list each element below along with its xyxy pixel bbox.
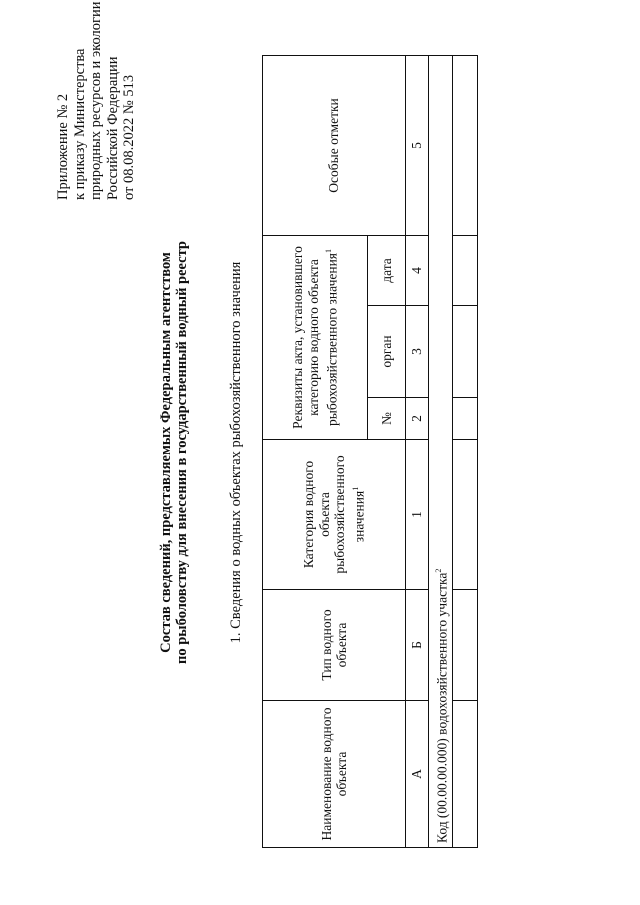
column-number: 5 [406, 55, 429, 235]
header-category-text: Категория водного объекта рыбохозяйственного значения [301, 455, 367, 574]
appendix-line: Российской Федерации [104, 56, 121, 200]
footnote-mark: 1 [324, 248, 333, 253]
appendix-line: Приложение № 2 [55, 93, 71, 200]
table-cell [453, 55, 478, 235]
table-cell [453, 235, 478, 305]
header-act-body: орган [368, 306, 406, 398]
appendix-line: природных ресурсов и экологии [88, 1, 104, 200]
column-number: 1 [406, 440, 429, 590]
appendix-block [55, 0, 138, 200]
numbering-row [406, 55, 429, 847]
header-type: Тип водного объекта [263, 590, 406, 701]
header-act-number: № [368, 398, 406, 440]
code-cell [429, 55, 453, 847]
section-heading: 1. Сведения о водных объектах рыбохозяйственного значения [228, 261, 244, 644]
footnote-mark: 2 [434, 568, 443, 573]
table-cell [453, 306, 478, 398]
appendix-line: от 08.08.2022 № 513 [121, 74, 137, 200]
header-notes: Особые отметки [263, 55, 406, 235]
title-line-1: Состав сведений, представляемых Федеральным агентством [158, 252, 174, 653]
header-row [263, 55, 368, 847]
header-name: Наименование водного объекта [263, 701, 406, 848]
code-row [429, 55, 453, 847]
table-cell [453, 398, 478, 440]
column-number: Б [406, 590, 429, 701]
header-category [263, 440, 406, 590]
column-number: 2 [406, 398, 429, 440]
header-act-text: Реквизиты акта, установившего категорию водного объекта рыбохозяйственного значения [290, 246, 340, 429]
document-title [158, 0, 190, 905]
water-objects-table [262, 55, 478, 848]
column-number: 4 [406, 235, 429, 305]
header-act [263, 235, 368, 439]
table-cell [453, 590, 478, 701]
title-line-2: по рыболовству для внесения в государственный водный реестр [174, 241, 190, 664]
footnote-mark: 1 [350, 486, 360, 491]
column-number: 3 [406, 306, 429, 398]
appendix-line: к приказу Министерства [71, 48, 88, 200]
table-cell [453, 701, 478, 848]
header-act-date: дата [368, 235, 406, 305]
table-cell [453, 440, 478, 590]
code-text: Код (00.00.00.000) водохозяйственного участка [434, 572, 450, 843]
table-row [453, 55, 478, 847]
column-number: А [406, 701, 429, 848]
